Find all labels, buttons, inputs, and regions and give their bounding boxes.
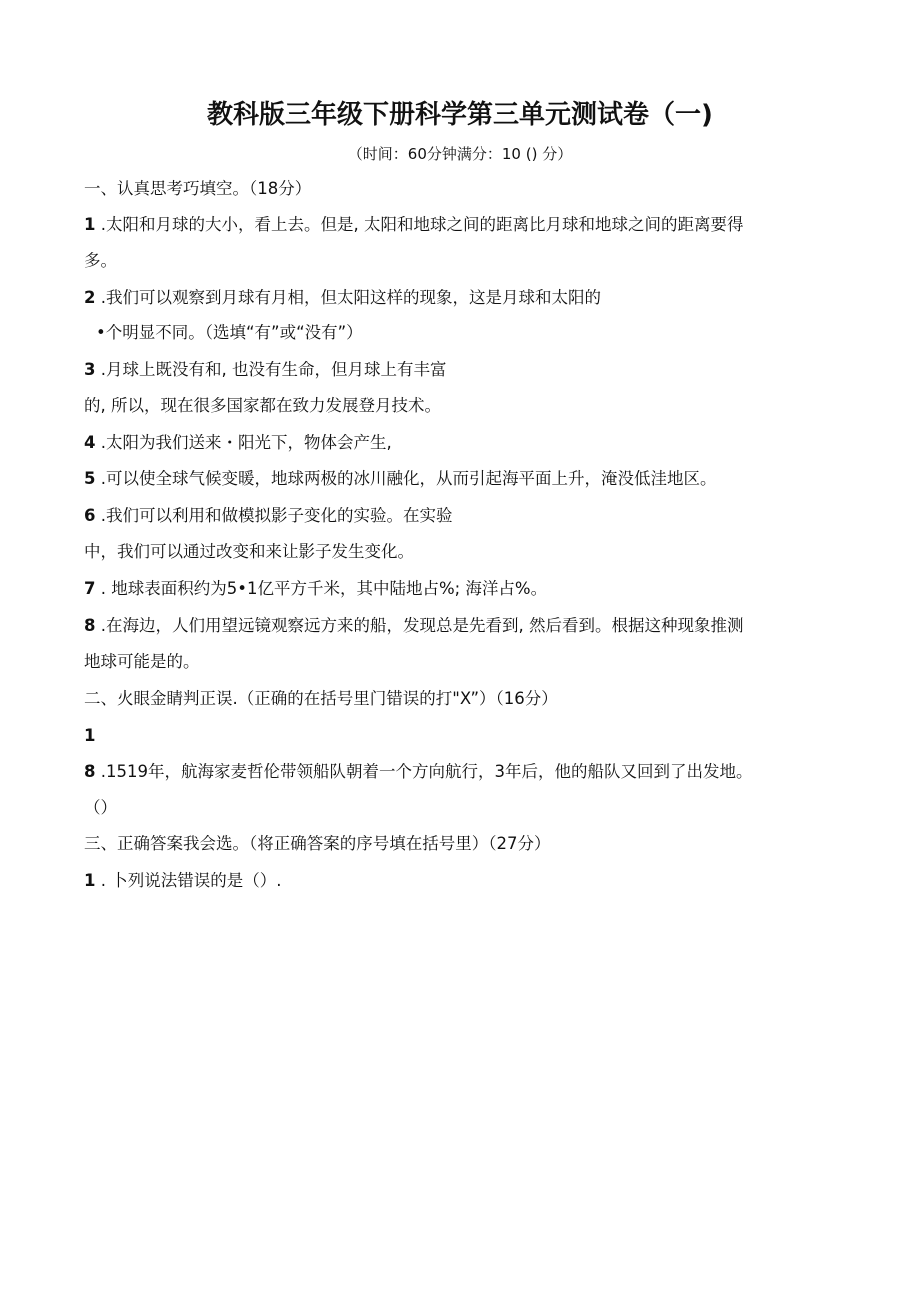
question-number: 6 bbox=[84, 506, 96, 525]
question-text: 中，我们可以通过改变和来让影子发生变化。 bbox=[84, 542, 414, 561]
question-line bbox=[84, 578, 547, 600]
question-text: 地球可能是的。 bbox=[84, 652, 200, 671]
question-line bbox=[84, 797, 117, 819]
question-line bbox=[84, 214, 743, 236]
question-line bbox=[84, 761, 752, 783]
question-number: 1 bbox=[84, 726, 96, 745]
question-text: . 卜列说法错误的是（）. bbox=[95, 871, 282, 890]
question-text: •个明显不同。（选填“有”或“没有”） bbox=[96, 323, 363, 342]
question-text: .我们可以利用和做模拟影子变化的实验。在实验 bbox=[95, 506, 453, 525]
question-number: 2 bbox=[84, 288, 96, 307]
question-line bbox=[84, 725, 95, 747]
question-line bbox=[84, 505, 452, 527]
question-number: 4 bbox=[84, 433, 96, 452]
question-line bbox=[84, 541, 414, 563]
question-text: .太阳和月球的大小，看上去。但是, 太阳和地球之间的距离比月球和地球之间的距离要得 bbox=[95, 215, 744, 234]
question-text: . 地球表面积约为5•1亿平方千米，其中陆地占%; 海洋占%。 bbox=[95, 579, 548, 598]
question-number: 8 bbox=[84, 616, 96, 635]
exam-subtitle: （时间：60分钟满分：10 () 分） bbox=[347, 145, 573, 163]
question-line bbox=[84, 287, 601, 309]
question-line bbox=[96, 322, 363, 344]
answer-parentheses: （） bbox=[84, 798, 117, 817]
question-line bbox=[84, 870, 281, 892]
question-line bbox=[84, 395, 441, 417]
question-line bbox=[84, 432, 392, 454]
question-line bbox=[84, 359, 446, 381]
question-text: .月球上既没有和, 也没有生命，但月球上有丰富 bbox=[95, 360, 447, 379]
question-number: 1 bbox=[84, 215, 96, 234]
question-line bbox=[84, 468, 716, 490]
question-number: 5 bbox=[84, 469, 96, 488]
section1-heading: 一、认真思考巧填空。（18分） bbox=[84, 179, 312, 198]
section2-heading: 二、火眼金睛判正误.（正确的在括号里门错误的打"X”）（16分） bbox=[84, 689, 558, 708]
question-text: .可以使全球气候变暖，地球两极的冰川融化，从而引起海平面上升，淹没低洼地区。 bbox=[95, 469, 717, 488]
section3-heading: 三、正确答案我会选。（将正确答案的序号填在括号里）（27分） bbox=[84, 834, 551, 853]
question-line bbox=[84, 615, 743, 637]
question-text: .太阳为我们送来・阳光下，物体会产生, bbox=[95, 433, 392, 452]
question-text: .1519年，航海家麦哲伦带领船队朝着一个方向航行，3年后，他的船队又回到了出发地。 bbox=[95, 762, 753, 781]
question-text: 多。 bbox=[84, 251, 117, 270]
question-line bbox=[84, 651, 200, 673]
question-text: .我们可以观察到月球有月相，但太阳这样的现象，这是月球和太阳的 bbox=[95, 288, 601, 307]
question-text: .在海边，人们用望远镜观察远方来的船，发现总是先看到, 然后看到。根据这种现象推测 bbox=[95, 616, 744, 635]
question-number: 7 bbox=[84, 579, 96, 598]
question-line bbox=[84, 250, 117, 272]
question-number: 3 bbox=[84, 360, 96, 379]
exam-title: 教科版三年级下册科学第三单元测试卷（一) bbox=[207, 100, 713, 130]
question-number: 1 bbox=[84, 871, 96, 890]
question-text: 的, 所以，现在很多国家都在致力发展登月技术。 bbox=[84, 396, 441, 415]
question-number: 8 bbox=[84, 762, 96, 781]
